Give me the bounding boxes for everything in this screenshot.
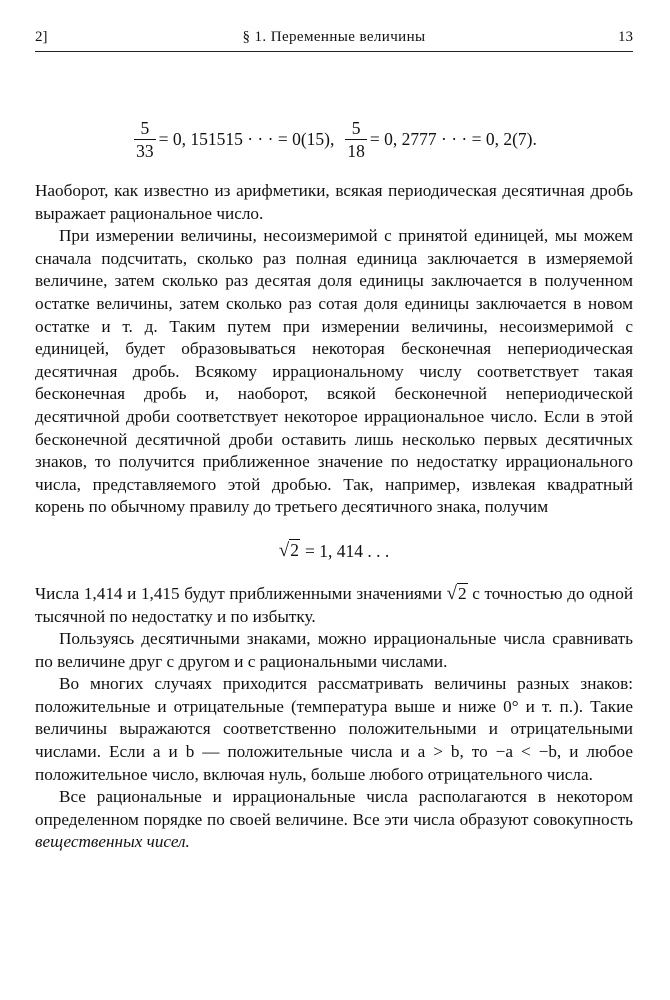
formula-expression: = 1, 414 . . . (304, 540, 390, 561)
radicand: 2 (457, 583, 467, 603)
paragraph-text: с точностью до одной тысячной по недостатку и по избытку. (35, 583, 634, 626)
fraction-denominator: 18 (347, 140, 365, 161)
paragraph (35, 786, 633, 854)
running-title: § 1. Переменные величины (242, 29, 426, 45)
fraction-numerator: 5 (351, 117, 361, 138)
sqrt-expression (279, 539, 300, 563)
page-body (35, 98, 633, 854)
paragraph-text: Числа 1,414 и 1,415 будут приближенными значениями (35, 583, 442, 603)
section-ref: 2] (35, 29, 48, 45)
paragraph: Во многих случаях приходится рассматривать величины разных знаков: положительные и отрицательные (температура выше и ниже 0° и т. п.). Такие величины выражаются соответственно положительными и отрицательными числами. Если a и b — положительные числа и a > b, то −a < −b, и любое положительное число, включая нуль, больше любого отрицательного числа. (35, 674, 633, 784)
page-number: 13 (618, 29, 633, 45)
paragraph: Пользуясь десятичными знаками, можно иррациональные числа сравнивать по величине друг с другом и с рациональными числами. (35, 629, 633, 671)
fraction-5-18 (345, 119, 367, 160)
fraction-numerator: 5 (140, 117, 150, 138)
paragraph (35, 583, 633, 628)
paragraph: При измерении величины, несоизмеримой с принятой единицей, мы можем сначала подсчитать, сколько раз полная единица заключается в измеряемой величине, затем сколько раз десятая доля единицы заключается в полученном остатке величины, затем сколько раз сотая доля единицы заключается в новом остатке и т. д. Таким путем при измерении величины, несоизмеримой с единицей, будет образовываться некоторая бесконечная непериодическая десятичная дробь. Всякому иррациональному числу соответствует такая бесконечная дробь и, наоборот, всякой бесконечной непериодической десятичной дроби соответствует некоторое иррациональное число. Если в этой бесконечной десятичной дроби оставить лишь несколько первых десятичных знаков, то получится приближенное значение по недостатку иррационального числа, представляемого этой дробью. Так, например, извлекая квадратный корень по обычному правилу до третьего десятичного знака, получим (35, 226, 633, 517)
formula-periodic-fractions (35, 98, 633, 180)
sqrt-inline (447, 583, 468, 606)
paragraph-text: Все рациональные и иррациональные числа располагаются в некотором определенном порядке по своей величине. Все эти числа образуют совокупность (35, 787, 633, 829)
formula-expression: = 0, 2777 · · · = 0, 2(7). (369, 128, 537, 149)
radicand: 2 (290, 540, 299, 561)
paragraph: Наоборот, как известно из арифметики, всякая периодическая десятичная дробь выражает рациональное число. (35, 181, 633, 223)
fraction-5-33 (134, 119, 156, 160)
formula-expression: = 0, 151515 · · · = 0(15), (158, 128, 335, 149)
fraction-denominator: 33 (136, 140, 154, 161)
formula-sqrt2 (35, 519, 633, 583)
radical-sign: √ (278, 540, 290, 562)
running-header (35, 27, 633, 52)
radical-sign: √ (446, 582, 457, 604)
emphasized-term: вещественных чисел. (35, 832, 190, 852)
